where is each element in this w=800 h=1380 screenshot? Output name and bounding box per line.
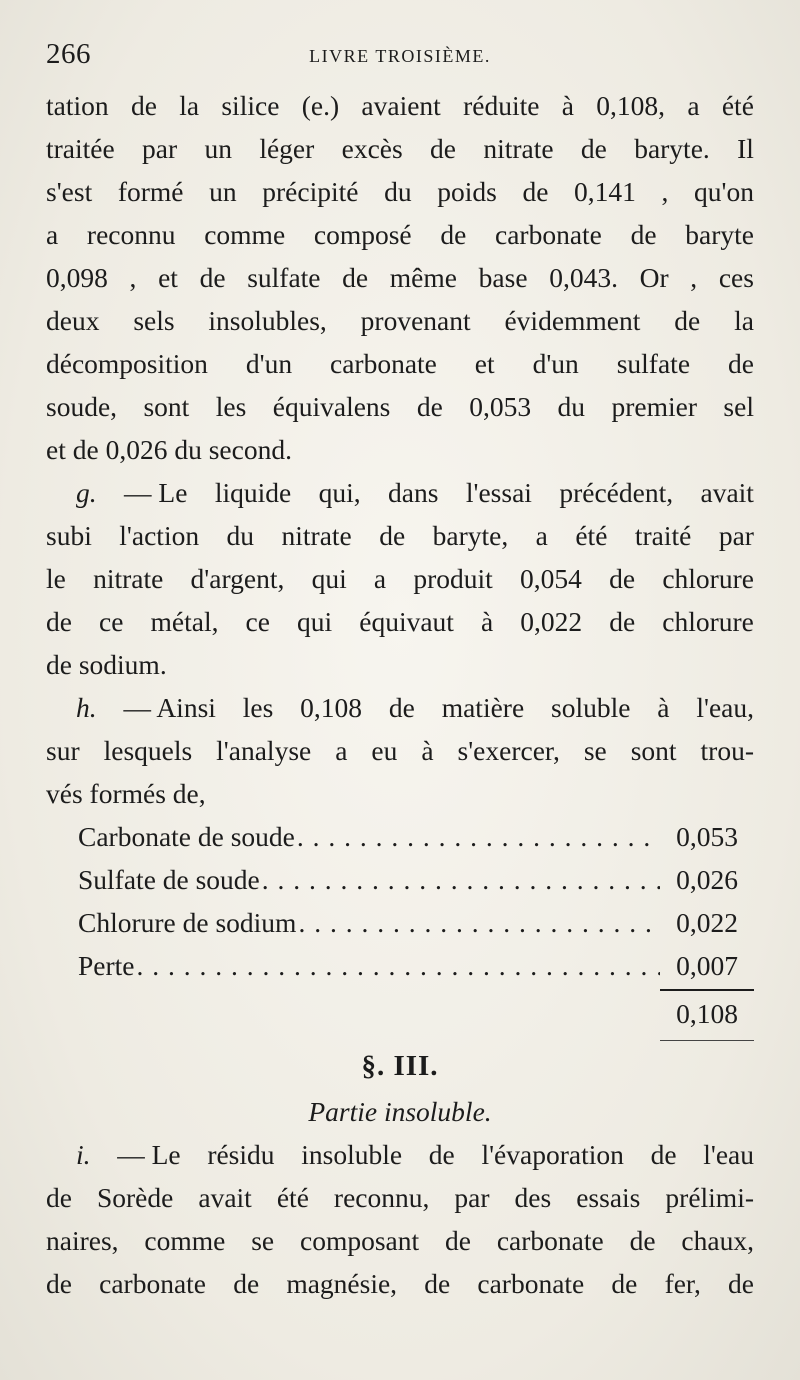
row-label: Sulfate de soude bbox=[78, 864, 260, 895]
word: lesquels bbox=[103, 735, 193, 766]
word: composé bbox=[313, 219, 412, 250]
word: et bbox=[46, 434, 66, 465]
word: à bbox=[561, 90, 574, 121]
text-line bbox=[46, 643, 754, 686]
word: liquide bbox=[214, 477, 292, 508]
paragraph-g bbox=[46, 471, 754, 686]
word: 0,108, bbox=[596, 90, 666, 121]
total-value: 0,108 bbox=[676, 998, 738, 1029]
word: sur bbox=[46, 735, 80, 766]
word: soude, bbox=[46, 391, 118, 422]
word: nitrate bbox=[93, 563, 164, 594]
word: de bbox=[424, 1268, 451, 1299]
word: carbonate bbox=[477, 1268, 585, 1299]
text-line bbox=[46, 342, 754, 385]
text-line bbox=[46, 84, 754, 127]
word: les bbox=[215, 391, 247, 422]
word: 0,022 bbox=[520, 606, 583, 637]
word: sodium. bbox=[78, 649, 167, 680]
word: de bbox=[609, 563, 636, 594]
row-value: 0,053 bbox=[676, 821, 738, 852]
text-line bbox=[46, 170, 754, 213]
word: de bbox=[580, 133, 607, 164]
word: tation bbox=[46, 90, 109, 121]
word: de bbox=[46, 1268, 72, 1299]
word: s'exercer, bbox=[457, 735, 560, 766]
word: 0,141 bbox=[574, 176, 636, 207]
word: provenant bbox=[360, 305, 471, 336]
word: l'analyse bbox=[216, 735, 312, 766]
table-total bbox=[46, 987, 754, 1037]
text-line bbox=[46, 299, 754, 342]
word: léger bbox=[259, 133, 315, 164]
word: baryte bbox=[685, 219, 754, 250]
text-line bbox=[46, 428, 754, 471]
word: sont bbox=[143, 391, 190, 422]
word: ce bbox=[99, 606, 124, 637]
word: trou- bbox=[700, 735, 754, 766]
dot-leader bbox=[262, 858, 660, 901]
word: été bbox=[276, 1182, 309, 1213]
word: composant bbox=[300, 1225, 420, 1256]
text-line bbox=[46, 213, 754, 256]
word: — Le bbox=[124, 477, 188, 508]
word: produit bbox=[413, 563, 493, 594]
text-line bbox=[46, 514, 754, 557]
word: de bbox=[130, 90, 157, 121]
word: chlorure bbox=[662, 606, 754, 637]
word: réduite bbox=[463, 90, 540, 121]
dot-leader bbox=[137, 944, 660, 987]
word: de bbox=[428, 1139, 455, 1170]
word: de bbox=[445, 1225, 471, 1256]
body-text bbox=[46, 84, 754, 1305]
word: base bbox=[478, 262, 528, 293]
word: qui bbox=[311, 563, 347, 594]
word: de bbox=[342, 262, 369, 293]
word: naires, bbox=[46, 1225, 119, 1256]
word: du bbox=[174, 434, 202, 465]
word: a bbox=[687, 90, 700, 121]
word: à bbox=[481, 606, 494, 637]
table-row bbox=[78, 944, 738, 987]
word: se bbox=[251, 1225, 275, 1256]
text-line bbox=[46, 1133, 754, 1176]
paragraph-e-continued bbox=[46, 84, 754, 471]
row-label: Perte bbox=[78, 950, 135, 981]
section-subheading: Partie insoluble. bbox=[308, 1096, 492, 1127]
word: de bbox=[46, 606, 72, 637]
word: de bbox=[379, 520, 406, 551]
word: par bbox=[718, 520, 754, 551]
word: se bbox=[583, 735, 607, 766]
word: d'un bbox=[532, 348, 579, 379]
word: prélimi- bbox=[665, 1182, 754, 1213]
word: de bbox=[72, 434, 99, 465]
word: formé bbox=[117, 176, 184, 207]
word: magnésie, bbox=[286, 1268, 398, 1299]
word: de bbox=[630, 219, 657, 250]
word: d'argent, bbox=[190, 563, 285, 594]
word: Il bbox=[737, 133, 754, 164]
dot-leader bbox=[297, 815, 660, 858]
word: décomposition bbox=[46, 348, 208, 379]
word: été bbox=[575, 520, 608, 551]
word: baryte, bbox=[432, 520, 509, 551]
word: carbonate bbox=[496, 1225, 604, 1256]
text-line bbox=[46, 772, 754, 815]
word: de bbox=[233, 1268, 260, 1299]
word: a bbox=[535, 520, 548, 551]
word: — Le bbox=[117, 1139, 181, 1170]
word: et bbox=[474, 348, 495, 379]
word: fer, bbox=[664, 1268, 701, 1299]
word: et bbox=[158, 262, 178, 293]
table-row bbox=[78, 901, 738, 944]
word: sels bbox=[133, 305, 175, 336]
dot-leader bbox=[298, 901, 660, 944]
word: ces bbox=[718, 262, 754, 293]
word: reconnu bbox=[86, 219, 176, 250]
paragraph-letter: g. bbox=[76, 477, 97, 508]
word: poids bbox=[437, 176, 497, 207]
word: , bbox=[690, 262, 698, 293]
table-row bbox=[78, 858, 738, 901]
composition-table bbox=[46, 815, 754, 987]
word: de bbox=[46, 1182, 72, 1213]
word: du bbox=[557, 391, 586, 422]
row-label: Chlorure de sodium bbox=[78, 907, 297, 938]
word: de bbox=[611, 1268, 638, 1299]
word: qui, bbox=[318, 477, 361, 508]
word: du bbox=[226, 520, 255, 551]
word: deux bbox=[46, 305, 100, 336]
word: précipité bbox=[262, 176, 359, 207]
word: de bbox=[727, 348, 754, 379]
word: de bbox=[629, 1225, 656, 1256]
running-head: LIVRE TROISIÈME. bbox=[309, 46, 491, 66]
word: — Ainsi bbox=[123, 692, 216, 723]
word: de bbox=[430, 133, 456, 164]
word: avaient bbox=[361, 90, 441, 121]
word: équivaut bbox=[359, 606, 454, 637]
word: résidu bbox=[207, 1139, 275, 1170]
word: eu bbox=[371, 735, 398, 766]
word: par bbox=[142, 133, 178, 164]
text-line bbox=[46, 256, 754, 299]
word: l'eau, bbox=[696, 692, 754, 723]
word: s'est bbox=[46, 176, 93, 207]
word: à bbox=[657, 692, 670, 723]
word: traitée bbox=[46, 133, 115, 164]
word: la bbox=[734, 305, 754, 336]
word: subi bbox=[46, 520, 92, 551]
word: les bbox=[242, 692, 274, 723]
table-row bbox=[78, 815, 738, 858]
word: dans bbox=[388, 477, 439, 508]
word: insoluble bbox=[301, 1139, 403, 1170]
word: été bbox=[721, 90, 754, 121]
word: de bbox=[46, 649, 72, 680]
text-line bbox=[46, 729, 754, 772]
word: nitrate bbox=[483, 133, 554, 164]
word: second. bbox=[208, 434, 292, 465]
word: le bbox=[46, 563, 66, 594]
word: avait bbox=[198, 1182, 252, 1213]
text-line bbox=[46, 1219, 754, 1262]
word: ce bbox=[245, 606, 270, 637]
word: équivalens bbox=[272, 391, 391, 422]
word: 0,098 bbox=[46, 262, 108, 293]
page-header bbox=[46, 38, 754, 78]
word: vés bbox=[46, 778, 83, 809]
word: l'évaporation bbox=[481, 1139, 624, 1170]
text-line bbox=[46, 557, 754, 600]
word: du bbox=[384, 176, 412, 207]
word: de bbox=[728, 1268, 754, 1299]
word: de bbox=[674, 305, 701, 336]
word: carbonate bbox=[99, 1268, 207, 1299]
word: reconnu, bbox=[333, 1182, 430, 1213]
word: l'eau bbox=[703, 1139, 754, 1170]
word: sulfate bbox=[616, 348, 691, 379]
word: chlorure bbox=[662, 563, 754, 594]
word: matière bbox=[441, 692, 525, 723]
word: avait bbox=[700, 477, 754, 508]
word: 0,054 bbox=[520, 563, 582, 594]
word: formés bbox=[89, 778, 166, 809]
word: essais bbox=[576, 1182, 641, 1213]
paragraph-i bbox=[46, 1133, 754, 1305]
word: la bbox=[179, 90, 200, 121]
word: , bbox=[661, 176, 669, 207]
word: de bbox=[440, 219, 467, 250]
word: a bbox=[373, 563, 387, 594]
word: de bbox=[199, 262, 226, 293]
word: nitrate bbox=[281, 520, 352, 551]
word: comme bbox=[144, 1225, 226, 1256]
word: de bbox=[609, 606, 636, 637]
page-number: 266 bbox=[46, 38, 91, 70]
word: l'essai bbox=[465, 477, 532, 508]
word: 0,026 bbox=[105, 434, 168, 465]
row-value: 0,022 bbox=[676, 907, 738, 938]
word: de bbox=[416, 391, 443, 422]
text-line bbox=[46, 385, 754, 428]
word: de bbox=[388, 692, 415, 723]
paragraph-letter: i. bbox=[76, 1139, 91, 1170]
word: de, bbox=[172, 778, 206, 809]
word: carbonate bbox=[495, 219, 602, 250]
text-line bbox=[46, 127, 754, 170]
word: évidemment bbox=[504, 305, 641, 336]
word: (e.) bbox=[301, 90, 340, 121]
word: excès bbox=[341, 133, 403, 164]
word: d'un bbox=[245, 348, 293, 379]
word: qui bbox=[297, 606, 333, 637]
word: l'action bbox=[119, 520, 200, 551]
word: par bbox=[454, 1182, 490, 1213]
word: carbonate bbox=[330, 348, 437, 379]
word: Sorède bbox=[96, 1182, 174, 1213]
section-heading: §. III. bbox=[361, 1050, 439, 1082]
row-value: 0,007 bbox=[676, 950, 738, 981]
word: a bbox=[335, 735, 348, 766]
word: chaux, bbox=[681, 1225, 754, 1256]
text-line bbox=[46, 1176, 754, 1219]
word: 0,108 bbox=[300, 692, 363, 723]
text-line bbox=[46, 686, 754, 729]
word: , bbox=[129, 262, 137, 293]
word: a bbox=[46, 219, 59, 250]
paragraph-h bbox=[46, 686, 754, 815]
word: 0,043. bbox=[549, 262, 618, 293]
row-label: Carbonate de soude bbox=[78, 821, 295, 852]
word: premier bbox=[611, 391, 697, 422]
word: silice bbox=[221, 90, 280, 121]
paragraph-letter: h. bbox=[76, 692, 97, 723]
word: sel bbox=[723, 391, 754, 422]
word: 0,053 bbox=[469, 391, 532, 422]
word: un bbox=[209, 176, 237, 207]
word: des bbox=[514, 1182, 552, 1213]
word: qu'on bbox=[694, 176, 754, 207]
word: précédent, bbox=[559, 477, 674, 508]
row-value: 0,026 bbox=[676, 864, 738, 895]
word: baryte. bbox=[634, 133, 710, 164]
word: insolubles, bbox=[208, 305, 327, 336]
text-line bbox=[46, 471, 754, 514]
word: métal, bbox=[150, 606, 219, 637]
word: sont bbox=[630, 735, 677, 766]
word: de bbox=[522, 176, 549, 207]
text-line bbox=[46, 1262, 754, 1305]
word: soluble bbox=[551, 692, 631, 723]
word: traité bbox=[634, 520, 692, 551]
word: Or bbox=[639, 262, 669, 293]
word: un bbox=[204, 133, 232, 164]
word: sulfate bbox=[247, 262, 321, 293]
text-line bbox=[46, 600, 754, 643]
word: de bbox=[650, 1139, 677, 1170]
word: même bbox=[389, 262, 457, 293]
word: comme bbox=[204, 219, 286, 250]
word: à bbox=[421, 735, 434, 766]
